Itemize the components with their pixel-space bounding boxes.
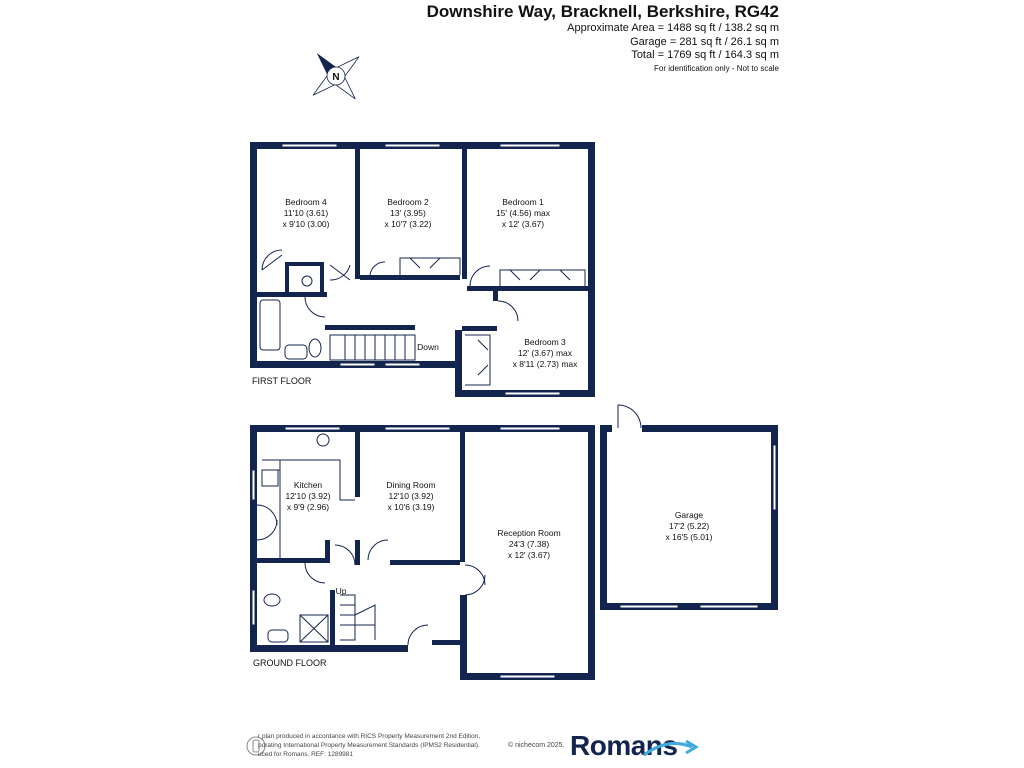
footer-notes bbox=[258, 732, 480, 759]
copyright: © nichecom 2025. bbox=[508, 742, 565, 749]
room-dim-2: x 10'7 (3.22) bbox=[384, 219, 432, 229]
room-bedroom-1 bbox=[496, 197, 551, 229]
room-dim-2: x 9'9 (2.96) bbox=[286, 502, 330, 512]
room-dim-2: x 9'10 (3.00) bbox=[282, 219, 330, 229]
room-name: Bedroom 4 bbox=[285, 197, 327, 207]
room-dim-2: x 16'5 (5.01) bbox=[665, 532, 713, 542]
room-dim-2: x 8'11 (2.73) max bbox=[512, 359, 578, 369]
stairs-up-label: Up bbox=[335, 586, 347, 596]
room-dim-1: 12' (3.67) max bbox=[517, 348, 573, 358]
room-dim-1: 15' (4.56) max bbox=[495, 208, 551, 218]
stairs-down-label: Down bbox=[417, 342, 439, 352]
garage-area: Garage = 281 sq ft / 26.1 sq m bbox=[630, 35, 779, 48]
room-dim-2: x 12' (3.67) bbox=[507, 550, 551, 560]
footer-line-1: r plan produced in accordance with RICS Property Measurement 2nd Edition, bbox=[258, 733, 481, 740]
room-dining-room bbox=[386, 480, 435, 512]
room-bedroom-2 bbox=[385, 197, 432, 229]
room-dim-1: 24'3 (7.38) bbox=[508, 539, 550, 549]
garage-plan bbox=[600, 405, 778, 610]
footer-line-2: porating International Property Measurement Standards (IPMS2 Residential). bbox=[258, 742, 480, 749]
room-name: Reception Room bbox=[497, 528, 561, 538]
room-garage bbox=[666, 510, 713, 542]
footer-line-3: uced for Romans. REF: 1289981 bbox=[258, 751, 354, 758]
room-dim-1: 17'2 (5.22) bbox=[668, 521, 710, 531]
room-name: Garage bbox=[674, 510, 704, 520]
room-name: Bedroom 1 bbox=[502, 197, 544, 207]
property-title: Downshire Way, Bracknell, Berkshire, RG42 bbox=[426, 2, 779, 21]
room-dim-1: 11'10 (3.61) bbox=[283, 208, 329, 218]
room-name: Bedroom 2 bbox=[387, 197, 429, 207]
approx-area: Approximate Area = 1488 sq ft / 138.2 sq m bbox=[567, 22, 779, 34]
romans-logo: Romans bbox=[570, 730, 678, 761]
room-name: Kitchen bbox=[293, 480, 323, 490]
room-kitchen bbox=[285, 480, 330, 512]
room-dim-1: 12'10 (3.92) bbox=[285, 491, 331, 501]
total-area: Total = 1769 sq ft / 164.3 sq m bbox=[631, 49, 779, 61]
first-floor-label: FIRST FLOOR bbox=[252, 376, 312, 386]
room-dim-2: x 12' (3.67) bbox=[501, 219, 545, 229]
room-reception-room bbox=[497, 528, 560, 560]
ground-floor-label: GROUND FLOOR bbox=[253, 658, 327, 668]
room-bedroom-3 bbox=[513, 337, 579, 369]
room-dim-2: x 10'6 (3.19) bbox=[387, 502, 435, 512]
swoosh-icon bbox=[640, 733, 700, 763]
room-name: Dining Room bbox=[386, 480, 436, 490]
compass-label: N bbox=[332, 72, 340, 83]
room-name: Bedroom 3 bbox=[524, 337, 566, 347]
room-bedroom-4 bbox=[283, 197, 330, 229]
disclaimer: For identification only - Not to scale bbox=[654, 63, 779, 73]
room-dim-1: 13' (3.95) bbox=[390, 208, 426, 218]
room-dim-1: 12'10 (3.92) bbox=[388, 491, 434, 501]
